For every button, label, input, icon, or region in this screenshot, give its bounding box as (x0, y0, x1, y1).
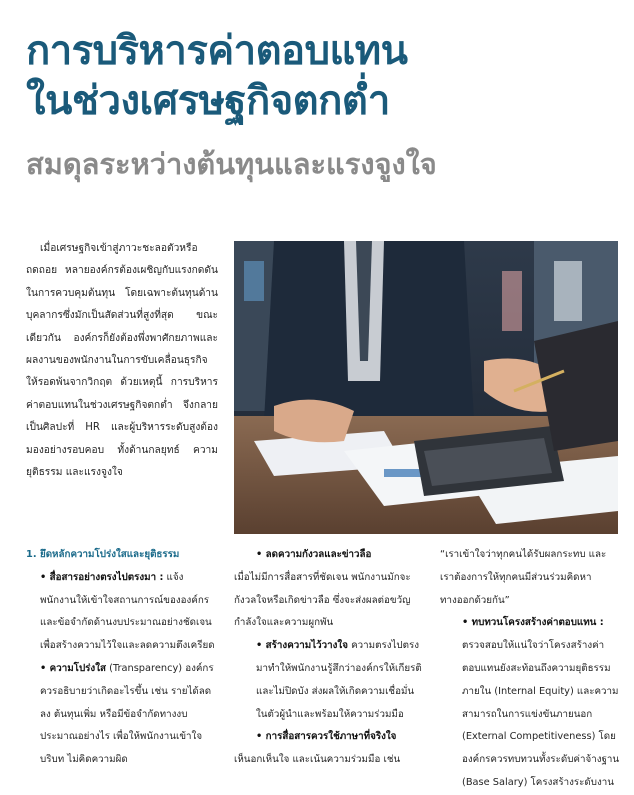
bullet-heading: • การสื่อสารควรใช้ภาษาที่จริงใจ (256, 731, 397, 743)
quote-text: “เราเข้าใจว่าทุกคนได้รับผลกระทบ และเราต้องการให้ทุกคนมีส่วนร่วมคิดหาทางออกด้วยกัน” (440, 549, 607, 606)
section-heading: 1. ยึดหลักความโปร่งใสและยุติธรรม (26, 549, 180, 560)
bullet-heading: • ลดความกังวลและข่าวลือ (256, 549, 372, 560)
column-1 (26, 544, 216, 772)
bullet-label: • ทบทวนโครงสร้างค่าตอบแทน : (462, 617, 604, 629)
title-line-1: การบริหารค่าตอบแทน (26, 28, 408, 74)
intro-paragraph: เมื่อเศรษฐกิจเข้าสู่ภาวะชะลอตัวหรือถดถอย หลายองค์กรต้องเผชิญกับแรงกดดันในการควบคุมต้นทุน โดยเฉพาะต้นทุนด้านบุคลากรซึ่งมักเป็นสัดส่วนที่สูงที่สุด ขณะเดียวกัน องค์กรก็ยังต้องพึ่งพาศักยภาพและผลงานของพนักงานในการขับเคลื่อนธุรกิจให้รอดพ้นจากวิกฤต ด้วยเหตุนี้ การบริหารค่าตอบแทนในช่วงเศรษฐกิจตกต่ำ จึงกลายเป็นศิลปะที่ HR และผู้บริหารระดับสูงต้องมองอย่างรอบคอบ ทั้งด้านกลยุทธ์ ความยุติธรรม และแรงจูงใจ (26, 243, 218, 479)
bullet-text: แจ้งพนักงานให้เข้าใจสถานการณ์ขององค์กรและข้อจำกัดด้านงบประมาณอย่างชัดเจน เพื่อสร้างความไว้ใจและลดความตึงเครียด (40, 571, 215, 652)
bullet-paragraph (26, 658, 216, 772)
bullet-paragraph (440, 612, 620, 794)
bullet-text: (Transparency) องค์กรควรอธิบายว่าเกิดอะไรขึ้น เช่น รายได้ลดลง ต้นทุนเพิ่ม หรือมีข้อจำกัดทางงบประมาณอย่างไร เพื่อให้พนักงานเข้าใจบริบท ไม่คิดความผิด (40, 662, 214, 766)
business-meeting-photo (234, 241, 618, 534)
bullet-text: เมื่อไม่มีการสื่อสารที่ชัดเจน พนักงานมักจะกังวลใจหรือเกิดข่าวลือ ซึ่งจะส่งผลต่อขวัญกำลังใจและความผูกพัน (234, 571, 411, 629)
bullet-text: ตรวจสอบให้แน่ใจว่าโครงสร้างค่าตอบแทนยังสะท้อนถึงความยุติธรรมภายใน (Internal Equity) และความสามารถในการแข่งขันภายนอก (External Competitiveness) โดยองค์กรควรทบทวนทั้งระดับค่าจ้างฐาน (Base Salary) โครงสร้างระดับงาน (462, 640, 620, 788)
article-title (26, 26, 407, 126)
bullet-paragraph (234, 635, 424, 726)
column-2 (234, 544, 424, 772)
bullet-label: • สร้างความไว้วางใจ (256, 640, 348, 652)
title-line-2: ในช่วงเศรษฐกิจตกต่ำ (26, 78, 390, 124)
bullet-label: • ความโปร่งใส (40, 662, 106, 674)
bullet-text: ความตรงไปตรงมาทำให้พนักงานรู้สึกว่าองค์กรให้เกียรติและไม่ปิดบัง ส่งผลให้เกิดความเชื่อมั่นในตัวผู้นำและพร้อมให้ความร่วมมือ (256, 640, 422, 720)
article-subtitle: สมดุลระหว่างต้นทุนและแรงจูงใจ (26, 147, 437, 181)
bullet-text: เห็นอกเห็นใจ และเน้นความร่วมมือ เช่น (234, 754, 401, 766)
bullet-paragraph (26, 567, 216, 658)
bullet-label: • สื่อสารอย่างตรงไปตรงมา : (40, 571, 164, 583)
column-3 (440, 544, 620, 795)
